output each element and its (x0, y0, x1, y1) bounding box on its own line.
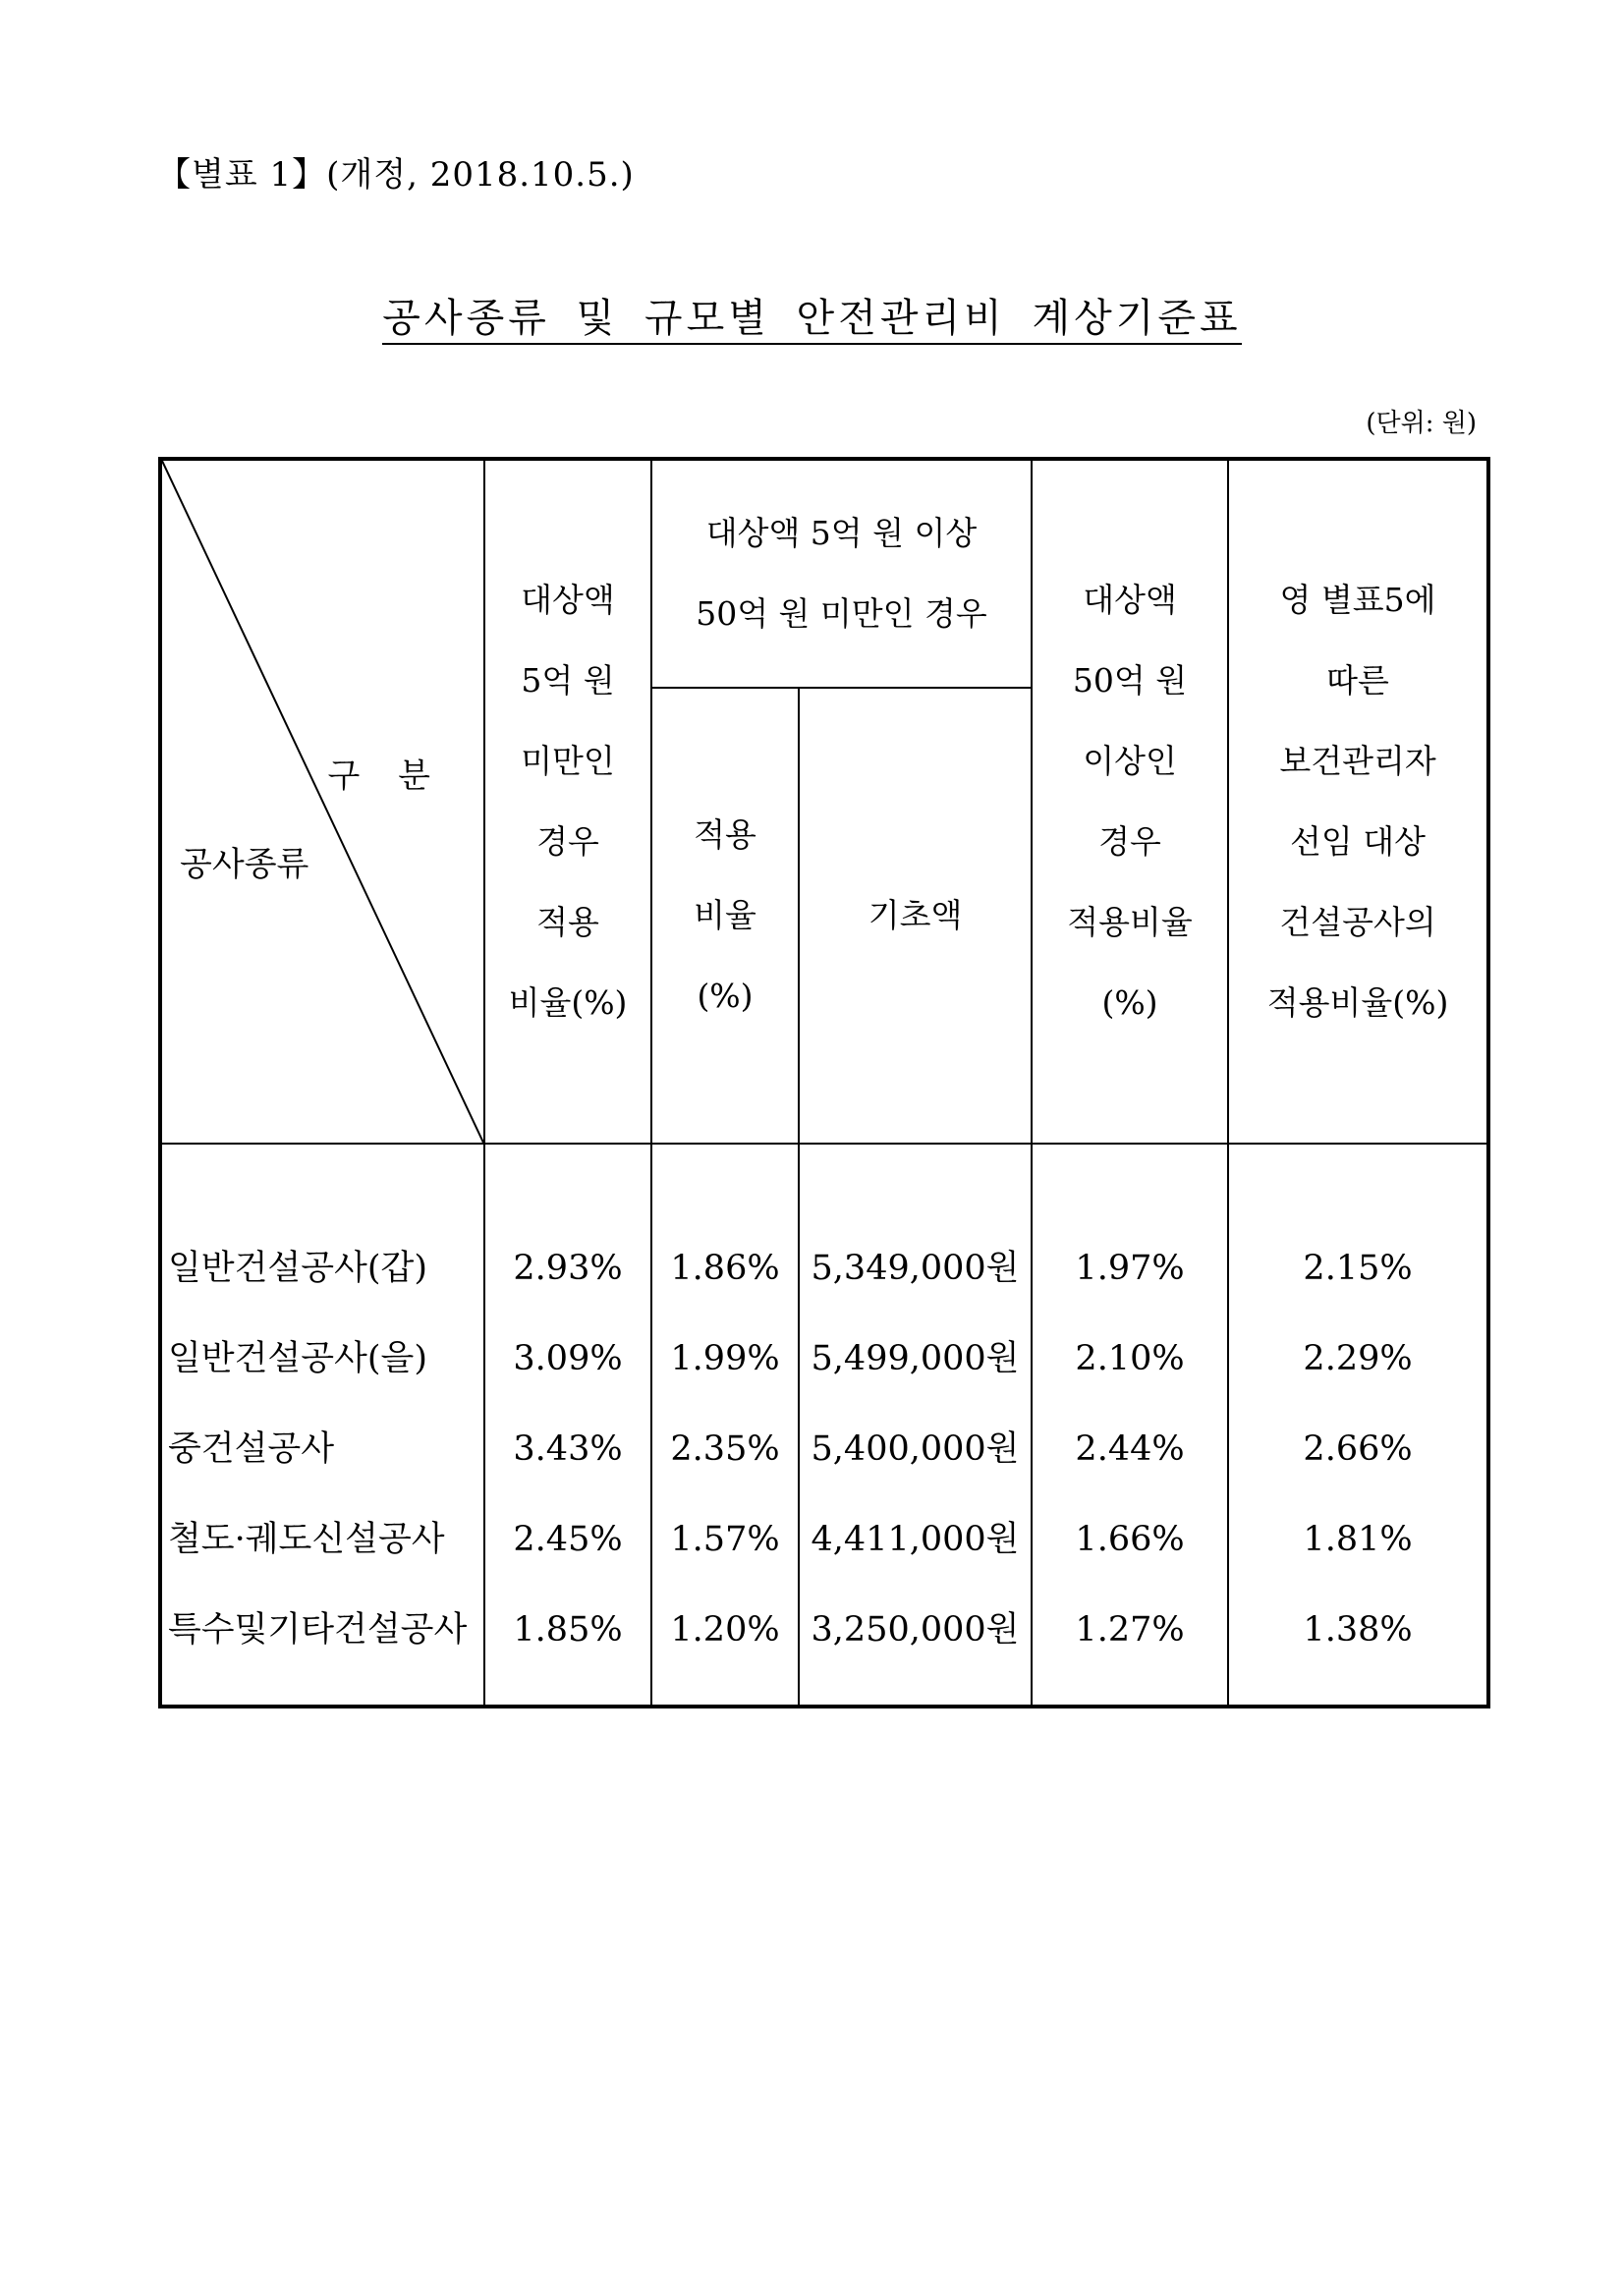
base-amount-value: 4,411,000원 (811, 1520, 1020, 1559)
header-line: 적용 (536, 903, 599, 941)
rate-value: 1.99% (670, 1339, 780, 1378)
header-line: 경우 (536, 822, 599, 861)
base-amount-column (799, 1144, 1032, 1707)
rate-value: 1.86% (670, 1249, 780, 1288)
base-amount-value: 5,499,000원 (811, 1339, 1020, 1378)
rate-value: 1.27% (1075, 1610, 1185, 1650)
header-line: 경우 (1098, 822, 1161, 861)
header-line: 비율(%) (508, 983, 628, 1022)
header-line: (%) (697, 977, 754, 1015)
rate-value: 2.35% (670, 1429, 780, 1469)
header-over-50-billion (1032, 459, 1228, 1144)
header-line: 미만인 (521, 742, 615, 780)
header-line: 따른 (1326, 661, 1389, 700)
header-line: 적용 (694, 815, 756, 854)
appendix-label: 【별표 1】(개정, 2018.10.5.) (157, 155, 635, 195)
rate-value: 1.38% (1303, 1610, 1413, 1650)
header-line: 비율 (694, 896, 756, 934)
header-line: 대상액 (1083, 581, 1177, 619)
header-line: (%) (1101, 983, 1158, 1022)
header-row-1 (160, 459, 1488, 688)
header-base-amount (799, 688, 1032, 1144)
rate-value: 1.97% (1075, 1249, 1185, 1288)
construction-type-column (160, 1144, 484, 1707)
header-category-label: 구 분 (327, 756, 444, 796)
base-amount-value: 3,250,000원 (811, 1610, 1020, 1650)
header-line: 적용비율(%) (1266, 983, 1449, 1022)
header-line: 보건관리자 (1279, 742, 1436, 780)
rate-value: 3.09% (513, 1339, 623, 1378)
header-line: 50억 원 (1072, 661, 1188, 700)
construction-type: 중건설공사 (168, 1429, 335, 1469)
rate-value: 1.81% (1303, 1520, 1413, 1559)
header-line: 선임 대상 (1290, 822, 1427, 861)
construction-type: 일반건설공사(을) (168, 1339, 427, 1378)
rate-value: 1.20% (670, 1610, 780, 1650)
rate-value: 2.15% (1303, 1249, 1413, 1288)
rate-value: 2.93% (513, 1249, 623, 1288)
rate-value: 1.57% (670, 1520, 780, 1559)
header-line: 적용비율 (1067, 903, 1193, 941)
header-line: 기초액 (868, 896, 963, 934)
header-line: 영 별표5에 (1279, 581, 1436, 619)
rate-value: 2.44% (1075, 1429, 1185, 1469)
rate-value: 2.45% (513, 1520, 623, 1559)
unit-label: (단위: 원) (1366, 409, 1477, 438)
applied-rate-column (651, 1144, 799, 1707)
diagonal-header-cell (160, 459, 484, 1144)
data-row (160, 1144, 1488, 1707)
under-5-billion-column (484, 1144, 651, 1707)
rate-value: 3.43% (513, 1429, 623, 1469)
header-line: 50억 원 미만인 경우 (696, 594, 987, 633)
construction-type: 일반건설공사(갑) (168, 1249, 427, 1288)
header-line: 이상인 (1083, 742, 1177, 780)
header-health-manager-rate (1228, 459, 1488, 1144)
rate-value: 2.29% (1303, 1339, 1413, 1378)
rate-value: 1.66% (1075, 1520, 1185, 1559)
header-line: 대상액 (521, 581, 615, 619)
construction-type: 특수및기타건설공사 (168, 1610, 468, 1650)
header-under-5-billion (484, 459, 651, 1144)
header-line: 건설공사의 (1279, 903, 1436, 941)
rate-value: 2.10% (1075, 1339, 1185, 1378)
header-5-to-50-billion-group (651, 459, 1032, 688)
rate-value: 2.66% (1303, 1429, 1413, 1469)
header-line: 대상액 5억 원 이상 (705, 514, 978, 552)
health-manager-rate-column (1228, 1144, 1488, 1707)
document-title-text: 공사종류 및 규모별 안전관리비 계상기준표 (382, 296, 1241, 345)
header-line: 5억 원 (521, 661, 615, 700)
header-applied-rate (651, 688, 799, 1144)
base-amount-value: 5,349,000원 (811, 1249, 1020, 1288)
safety-cost-table (158, 457, 1490, 1708)
rate-value: 1.85% (513, 1610, 623, 1650)
base-amount-value: 5,400,000원 (811, 1429, 1020, 1469)
document-title (0, 287, 1624, 343)
header-construction-type-label: 공사종류 (180, 845, 309, 884)
construction-type: 철도·궤도신설공사 (168, 1520, 445, 1559)
over-50-billion-column (1032, 1144, 1228, 1707)
